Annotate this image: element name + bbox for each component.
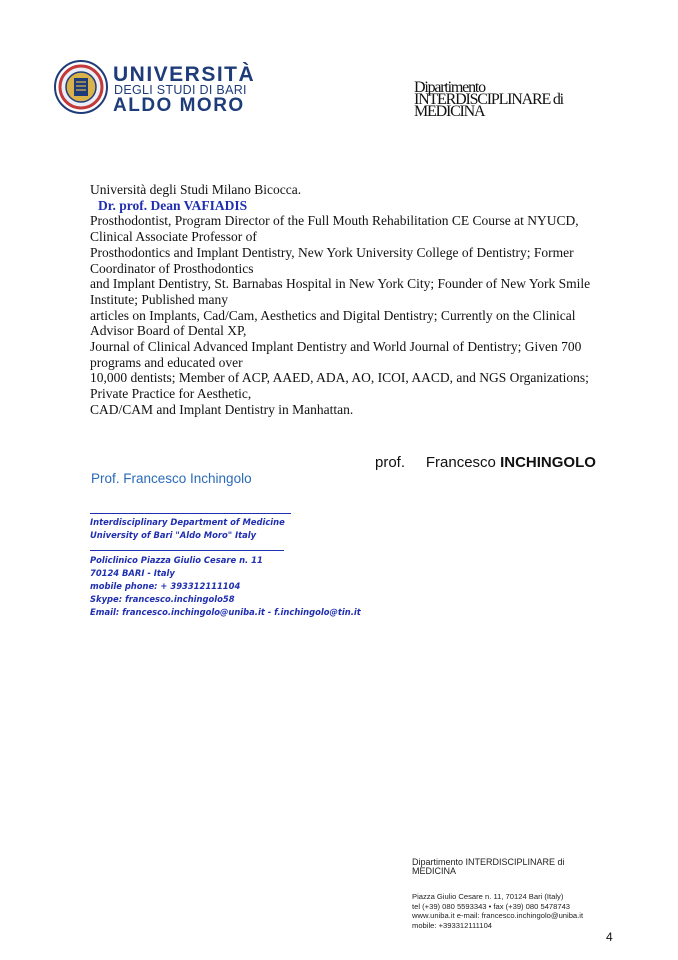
- bio-line: 10,000 dentists; Member of ACP, AAED, ADA, AO, ICOI, AACD, and NGS Organizations;: [90, 370, 589, 386]
- signature-prof-line: Prof. Francesco Inchingolo: [91, 471, 252, 486]
- biography-text: [90, 182, 610, 418]
- bio-line: Prosthodontics and Implant Dentistry, New York University College of Dentistry; Former: [90, 244, 574, 260]
- divider-line: [90, 513, 291, 514]
- contact-block-department: [90, 516, 285, 542]
- bio-line: and Implant Dentistry, St. Barnabas Hospital in New York City; Founder of New York Smile: [90, 276, 591, 292]
- footer-dept-line2: MEDICINA: [412, 866, 457, 876]
- divider-line: [90, 550, 284, 551]
- bio-line: programs and educated over: [90, 354, 243, 370]
- university-name-line2: DEGLI STUDI DI BARI: [114, 83, 247, 97]
- contact-block-details: [90, 554, 361, 619]
- contact-address: Policlinico Piazza Giulio Cesare n. 11: [90, 555, 263, 565]
- bio-line: Coordinator of Prosthodontics: [90, 260, 254, 276]
- contact-city: 70124 BARI - Italy: [90, 568, 175, 578]
- bio-line: Clinical Associate Professor of: [90, 229, 257, 245]
- footer-mobile: mobile: +393312111104: [412, 920, 493, 930]
- footer-address: Piazza Giulio Cesare n. 11, 70124 Bari (Italy): [412, 892, 564, 901]
- footer-dept-line1: Dipartimento INTERDISCIPLINARE di: [412, 857, 565, 867]
- footer-department: [412, 858, 565, 876]
- footer-contact-info: [412, 892, 583, 930]
- contact-email[interactable]: Email: francesco.inchingolo@uniba.it - f.inchingolo@tin.it: [90, 607, 361, 617]
- bio-line: Journal of Clinical Advanced Implant Dentistry and World Journal of Dentistry; Given 700: [90, 339, 582, 355]
- bio-speaker-name: Dr. prof. Dean VAFIADIS: [98, 197, 248, 213]
- university-name-line3: ALDO MORO: [113, 95, 245, 116]
- page-number: 4: [606, 930, 613, 944]
- signature-first-name: Francesco: [425, 454, 496, 471]
- bio-line: Advisor Board of Dental XP,: [90, 323, 247, 339]
- department-title-line2: INTERDISCIPLINARE di: [414, 91, 563, 108]
- department-title-line3: MEDICINA: [414, 103, 485, 120]
- signature-name: [375, 454, 596, 471]
- bio-line: Università degli Studi Milano Bicocca.: [90, 182, 302, 197]
- footer-phone: tel (+39) 080 5593343 • fax (+39) 080 5478743: [412, 901, 571, 911]
- bio-line: Prosthodontist, Program Director of the Full Mouth Rehabilitation CE Course at NYUCD,: [90, 213, 579, 229]
- signature-surname: INCHINGOLO: [500, 454, 596, 471]
- bio-line: Institute; Published many: [90, 291, 228, 307]
- contact-skype: Skype: francesco.inchingolo58: [90, 594, 235, 604]
- bio-line: CAD/CAM and Implant Dentistry in Manhattan.: [90, 401, 354, 417]
- footer-web[interactable]: www.uniba.it e-mail: francesco.inchingolo@uniba.it: [412, 911, 584, 920]
- contact-university: University of Bari "Aldo Moro" Italy: [90, 530, 257, 540]
- bio-line: articles on Implants, Cad/Cam, Aesthetics and Digital Dentistry; Currently on the Clinical: [90, 307, 576, 323]
- contact-mobile: mobile phone: + 393312111104: [90, 581, 241, 591]
- contact-department: Interdisciplinary Department of Medicine: [90, 517, 285, 527]
- bio-line: Private Practice for Aesthetic,: [90, 386, 252, 402]
- university-name-line1: UNIVERSITÀ: [113, 63, 256, 86]
- department-title-line1: Dipartimento: [414, 79, 485, 96]
- university-seal-logo: [54, 60, 108, 114]
- signature-title: prof.: [375, 454, 406, 471]
